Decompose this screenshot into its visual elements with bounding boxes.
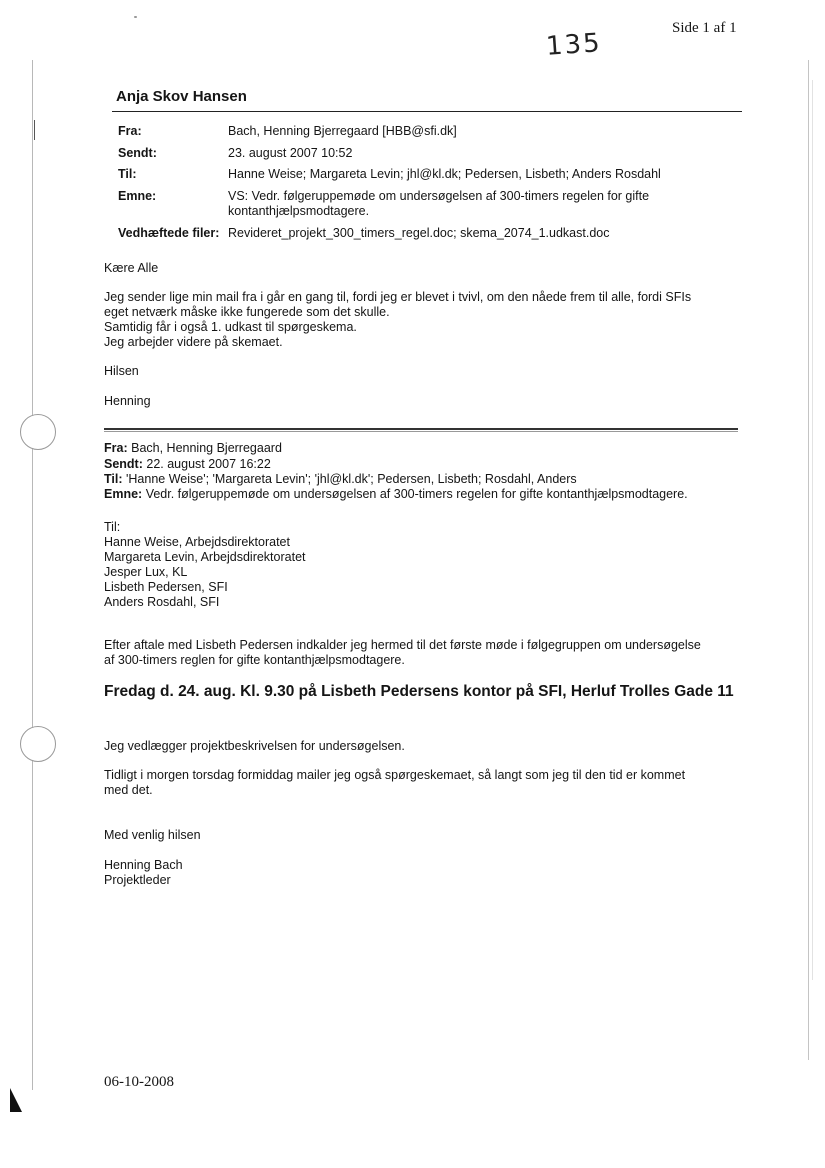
fwd-from-value: Bach, Henning Bjerregaard — [131, 441, 282, 455]
scan-edge-mark — [34, 120, 35, 140]
sender-name: Anja Skov Hansen — [116, 88, 247, 105]
recipient-4: Lisbeth Pedersen, SFI — [104, 580, 228, 594]
recipient-3: Jesper Lux, KL — [104, 565, 188, 579]
punch-hole-top — [20, 414, 56, 450]
signature-name: Henning Bach — [104, 858, 183, 872]
sent-value: 23. august 2007 10:52 — [228, 146, 353, 160]
meeting-details: Fredag d. 24. aug. Kl. 9.30 på Lisbeth Pedersens kontor på SFI, Herluf Trolles Gade 11 — [104, 683, 734, 700]
followup-line-1: Tidligt i morgen torsdag formiddag mailer jeg også spørgeskemaet, så langt som jeg til den tid er kommet — [104, 768, 686, 782]
attachments-value: Revideret_projekt_300_timers_regel.doc; skema_2074_1.udkast.doc — [228, 226, 610, 240]
fwd-subject-label: Emne: — [104, 487, 143, 501]
recipient-1: Hanne Weise, Arbejdsdirektoratet — [104, 535, 290, 549]
to-value: Hanne Weise; Margareta Levin; jhl@kl.dk; Pedersen, Lisbeth; Anders Rosdahl — [228, 167, 661, 181]
fwd-subject-value: Vedr. følgeruppemøde om undersøgelsen af 300-timers regelen for gifte kontanthjælpsmodtagere. — [145, 487, 688, 501]
corner-mark — [10, 1088, 22, 1112]
fwd-sent-label: Sendt: — [104, 457, 143, 471]
punch-hole-bottom — [20, 726, 56, 762]
fwd-sent-value: 22. august 2007 16:22 — [146, 457, 271, 471]
greeting: Kære Alle — [104, 261, 159, 275]
invite-line-1: Efter aftale med Lisbeth Pedersen indkalder jeg hermed til det første møde i følgegruppen om undersøgelse — [104, 638, 701, 652]
closing: Med venlig hilsen — [104, 828, 201, 842]
fwd-sent — [104, 457, 271, 472]
handwritten-number: 135 — [545, 28, 603, 62]
body-line-2: eget netværk måske ikke fungerede som det skulle. — [104, 305, 390, 319]
header-rule — [112, 111, 742, 112]
scan-speck — [134, 16, 137, 18]
invite-line-2: af 300-timers reglen for gifte kontanthjælpsmodtagere. — [104, 653, 405, 667]
fwd-from — [104, 441, 282, 456]
scan-edge-right — [808, 60, 809, 1060]
fwd-to-label: Til: — [104, 472, 123, 486]
page-number: Side 1 af 1 — [672, 20, 737, 36]
sent-label: Sendt: — [118, 146, 157, 160]
scan-edge-left — [32, 60, 33, 1090]
fwd-to — [104, 472, 577, 487]
from-label: Fra: — [118, 124, 142, 138]
attachments-label: Vedhæftede filer: — [118, 226, 220, 240]
scan-edge-right-faint — [812, 80, 813, 980]
attachment-note: Jeg vedlægger projektbeskrivelsen for undersøgelsen. — [104, 739, 405, 753]
body-line-1: Jeg sender lige min mail fra i går en gang til, fordi jeg er blevet i tvivl, om den nåede frem til alle, fordi SFIs — [104, 290, 692, 304]
recipient-5: Anders Rosdahl, SFI — [104, 595, 220, 609]
subject-label: Emne: — [118, 189, 157, 203]
regards: Hilsen — [104, 364, 139, 378]
signature: Henning — [104, 394, 151, 408]
recipients-heading: Til: — [104, 520, 121, 534]
forward-separator-shadow — [104, 431, 738, 432]
subject-value-line1: VS: Vedr. følgeruppemøde om undersøgelsen af 300-timers regelen for gifte — [228, 189, 650, 203]
from-value: Bach, Henning Bjerregaard [HBB@sfi.dk] — [228, 124, 457, 138]
forward-separator — [104, 428, 738, 430]
fwd-from-label: Fra: — [104, 441, 128, 455]
fwd-to-value: 'Hanne Weise'; 'Margareta Levin'; 'jhl@kl.dk'; Pedersen, Lisbeth; Rosdahl, Anders — [126, 472, 577, 486]
signature-title: Projektleder — [104, 873, 171, 887]
print-date: 06-10-2008 — [104, 1074, 174, 1090]
body-line-3: Samtidig får i også 1. udkast til spørgeskema. — [104, 320, 357, 334]
body-line-4: Jeg arbejder videre på skemaet. — [104, 335, 283, 349]
subject-value-line2: kontanthjælpsmodtagere. — [228, 204, 370, 218]
fwd-subject — [104, 487, 688, 502]
recipient-2: Margareta Levin, Arbejdsdirektoratet — [104, 550, 306, 564]
followup-line-2: med det. — [104, 783, 153, 797]
to-label: Til: — [118, 167, 137, 181]
